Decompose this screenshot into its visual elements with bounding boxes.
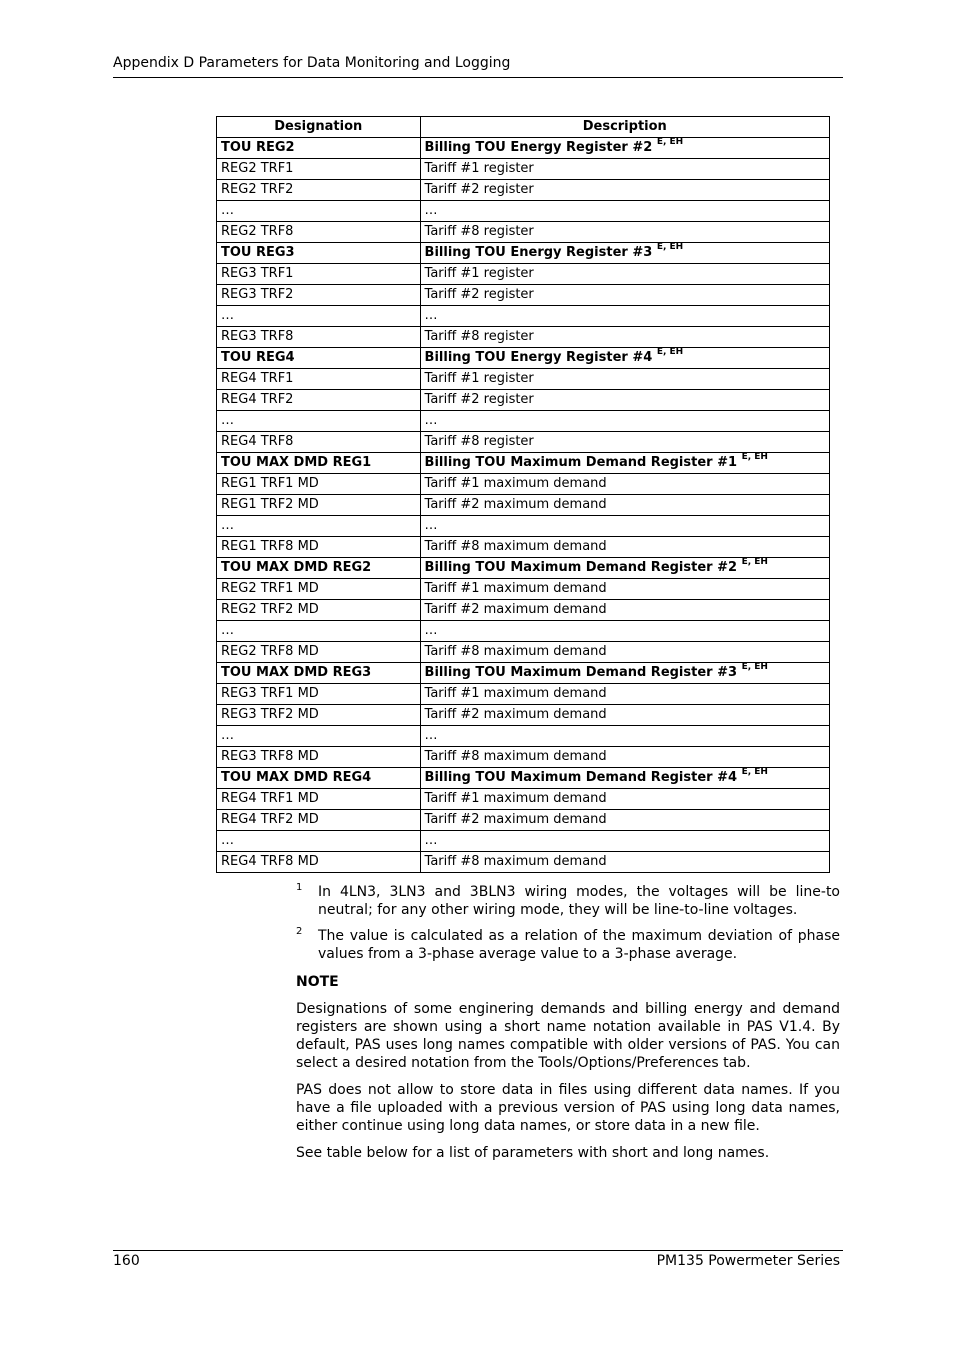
description-text: Tariff #1 maximum demand xyxy=(424,581,607,596)
description-cell xyxy=(420,705,829,726)
designation-cell: … xyxy=(217,516,421,537)
table-body xyxy=(217,138,830,873)
note-paragraph-3: See table below for a list of parameters with short and long names. xyxy=(296,1145,770,1161)
description-cell xyxy=(420,474,829,495)
description-text: … xyxy=(424,728,438,743)
description-text: … xyxy=(424,203,438,218)
designation-cell: REG1 TRF2 MD xyxy=(217,495,421,516)
description-text: … xyxy=(424,308,438,323)
column-header-description: Description xyxy=(420,117,829,138)
table-group-row xyxy=(217,558,830,579)
description-cell xyxy=(420,180,829,201)
table-row xyxy=(217,159,830,180)
designation-cell: REG4 TRF1 xyxy=(217,369,421,390)
description-text: Tariff #1 maximum demand xyxy=(424,686,607,701)
description-text: Tariff #2 maximum demand xyxy=(424,812,607,827)
description-text: Tariff #1 register xyxy=(424,266,534,281)
description-text: Tariff #1 register xyxy=(424,371,534,386)
footnote-mark: 1 xyxy=(296,882,303,893)
table-row xyxy=(217,285,830,306)
description-cell xyxy=(420,663,829,684)
description-text: Tariff #8 register xyxy=(424,224,534,239)
description-text: Tariff #8 maximum demand xyxy=(424,749,607,764)
description-text: … xyxy=(424,623,438,638)
description-cell xyxy=(420,852,829,873)
designation-cell: REG2 TRF2 xyxy=(217,180,421,201)
description-cell xyxy=(420,558,829,579)
page-number: 160 xyxy=(113,1253,140,1269)
description-cell xyxy=(420,348,829,369)
table-group-row xyxy=(217,138,830,159)
description-cell xyxy=(420,306,829,327)
table-row xyxy=(217,474,830,495)
designation-cell: REG4 TRF2 MD xyxy=(217,810,421,831)
designation-cell: REG3 TRF2 MD xyxy=(217,705,421,726)
designation-cell: REG4 TRF8 xyxy=(217,432,421,453)
table-group-row xyxy=(217,348,830,369)
table-group-row xyxy=(217,663,830,684)
designation-cell: REG2 TRF1 xyxy=(217,159,421,180)
table-row xyxy=(217,201,830,222)
description-cell xyxy=(420,243,829,264)
designation-cell: REG4 TRF2 xyxy=(217,390,421,411)
table-row xyxy=(217,327,830,348)
designation-cell: REG4 TRF8 MD xyxy=(217,852,421,873)
availability-flags: E, EH xyxy=(741,451,768,462)
description-cell xyxy=(420,201,829,222)
column-header-designation: Designation xyxy=(217,117,421,138)
description-cell xyxy=(420,327,829,348)
table-row xyxy=(217,579,830,600)
description-text: Tariff #2 maximum demand xyxy=(424,497,607,512)
description-cell xyxy=(420,600,829,621)
description-text: Billing TOU Maximum Demand Register #3 xyxy=(424,665,738,680)
description-cell xyxy=(420,432,829,453)
description-text: … xyxy=(424,413,438,428)
table-row xyxy=(217,726,830,747)
description-cell xyxy=(420,159,829,180)
description-text: Tariff #1 maximum demand xyxy=(424,476,607,491)
description-cell xyxy=(420,369,829,390)
table-row xyxy=(217,810,830,831)
table-row xyxy=(217,852,830,873)
description-cell xyxy=(420,516,829,537)
table-row xyxy=(217,369,830,390)
product-name: PM135 Powermeter Series xyxy=(656,1253,840,1269)
table-row xyxy=(217,705,830,726)
footnote-text: In 4LN3, 3LN3 and 3BLN3 wiring modes, the voltages will be line-to neutral; for any other wiring mode, they will be line-to-line voltages. xyxy=(318,884,840,918)
table-row xyxy=(217,495,830,516)
description-text: Tariff #2 register xyxy=(424,287,534,302)
description-text: Billing TOU Energy Register #3 xyxy=(424,245,653,260)
table-row xyxy=(217,537,830,558)
parameters-table xyxy=(216,116,830,873)
table-row xyxy=(217,390,830,411)
designation-cell: REG3 TRF8 xyxy=(217,327,421,348)
availability-flags: E, EH xyxy=(741,766,768,777)
designation-cell: … xyxy=(217,201,421,222)
designation-cell: … xyxy=(217,726,421,747)
availability-flags: E, EH xyxy=(656,241,684,252)
description-cell xyxy=(420,453,829,474)
designation-cell: TOU MAX DMD REG1 xyxy=(217,453,421,474)
designation-cell: REG2 TRF8 xyxy=(217,222,421,243)
designation-cell: REG2 TRF8 MD xyxy=(217,642,421,663)
description-text: Tariff #2 maximum demand xyxy=(424,602,607,617)
description-cell xyxy=(420,831,829,852)
description-text: … xyxy=(424,518,438,533)
description-cell xyxy=(420,621,829,642)
description-cell xyxy=(420,810,829,831)
description-cell xyxy=(420,222,829,243)
designation-cell: REG4 TRF1 MD xyxy=(217,789,421,810)
description-text: Tariff #1 maximum demand xyxy=(424,791,607,806)
description-cell xyxy=(420,642,829,663)
description-text: Tariff #8 register xyxy=(424,329,534,344)
description-text: Tariff #2 register xyxy=(424,182,534,197)
table-row xyxy=(217,411,830,432)
footer-divider xyxy=(113,1250,843,1251)
designation-cell: REG2 TRF2 MD xyxy=(217,600,421,621)
table-row xyxy=(217,600,830,621)
table-row xyxy=(217,306,830,327)
description-text: … xyxy=(424,833,438,848)
description-text: Billing TOU Energy Register #4 xyxy=(424,350,653,365)
description-text: Tariff #8 maximum demand xyxy=(424,854,607,869)
table-group-row xyxy=(217,768,830,789)
table-group-row xyxy=(217,243,830,264)
designation-cell: REG1 TRF1 MD xyxy=(217,474,421,495)
description-cell xyxy=(420,747,829,768)
description-cell xyxy=(420,285,829,306)
table-row xyxy=(217,264,830,285)
description-text: Billing TOU Maximum Demand Register #2 xyxy=(424,560,738,575)
designation-cell: TOU REG3 xyxy=(217,243,421,264)
description-text: Billing TOU Energy Register #2 xyxy=(424,140,653,155)
table-group-row xyxy=(217,453,830,474)
table-row xyxy=(217,516,830,537)
note-heading: NOTE xyxy=(296,974,339,990)
designation-cell: REG3 TRF1 MD xyxy=(217,684,421,705)
description-text: Tariff #2 register xyxy=(424,392,534,407)
footnote-1 xyxy=(296,883,840,919)
table-row xyxy=(217,642,830,663)
designation-cell: … xyxy=(217,621,421,642)
table-row xyxy=(217,747,830,768)
designation-cell: … xyxy=(217,831,421,852)
description-text: Billing TOU Maximum Demand Register #1 xyxy=(424,455,738,470)
footnote-text: The value is calculated as a relation of the maximum deviation of phase values from a 3-phase average value to a 3-phase average. xyxy=(318,928,840,962)
description-text: Tariff #2 maximum demand xyxy=(424,707,607,722)
description-cell xyxy=(420,495,829,516)
footnote-mark: 2 xyxy=(296,926,303,937)
description-text: Tariff #1 register xyxy=(424,161,534,176)
designation-cell: REG2 TRF1 MD xyxy=(217,579,421,600)
table-row xyxy=(217,621,830,642)
table-row xyxy=(217,789,830,810)
designation-cell: TOU REG4 xyxy=(217,348,421,369)
description-text: Tariff #8 maximum demand xyxy=(424,644,607,659)
designation-cell: TOU MAX DMD REG4 xyxy=(217,768,421,789)
page-header: Appendix D Parameters for Data Monitoring and Logging xyxy=(113,55,511,71)
description-cell xyxy=(420,789,829,810)
table-row xyxy=(217,684,830,705)
designation-cell: TOU MAX DMD REG2 xyxy=(217,558,421,579)
availability-flags: E, EH xyxy=(741,556,768,567)
table-row xyxy=(217,180,830,201)
note-paragraph-1: Designations of some enginering demands and billing energy and demand registers are shown using a short name notation available in PAS V1.4. By default, PAS uses long names compatible with older versions of PAS. You can select a desired notation from the Tools/Options/Preferences tab. xyxy=(296,1001,840,1071)
availability-flags: E, EH xyxy=(656,136,684,147)
notes-section xyxy=(296,883,840,1171)
designation-cell: … xyxy=(217,306,421,327)
table-header-row xyxy=(217,117,830,138)
description-cell xyxy=(420,264,829,285)
description-text: Tariff #8 maximum demand xyxy=(424,539,607,554)
designation-cell: TOU MAX DMD REG3 xyxy=(217,663,421,684)
availability-flags: E, EH xyxy=(741,661,768,672)
table-row xyxy=(217,432,830,453)
description-cell xyxy=(420,684,829,705)
table-row xyxy=(217,831,830,852)
footnote-2 xyxy=(296,927,840,963)
description-text: Billing TOU Maximum Demand Register #4 xyxy=(424,770,738,785)
designation-cell: REG3 TRF2 xyxy=(217,285,421,306)
designation-cell: REG3 TRF1 xyxy=(217,264,421,285)
designation-cell: TOU REG2 xyxy=(217,138,421,159)
description-text: Tariff #8 register xyxy=(424,434,534,449)
designation-cell: REG3 TRF8 MD xyxy=(217,747,421,768)
table-row xyxy=(217,222,830,243)
designation-cell: … xyxy=(217,411,421,432)
description-cell xyxy=(420,411,829,432)
description-cell xyxy=(420,537,829,558)
description-cell xyxy=(420,390,829,411)
description-cell xyxy=(420,768,829,789)
note-paragraph-2: PAS does not allow to store data in files using different data names. If you have a file uploaded with a previous version of PAS using long data names, either continue using long data names, or store data in a new file. xyxy=(296,1082,840,1134)
description-cell xyxy=(420,138,829,159)
description-cell xyxy=(420,726,829,747)
description-cell xyxy=(420,579,829,600)
designation-cell: REG1 TRF8 MD xyxy=(217,537,421,558)
header-divider xyxy=(113,77,843,78)
availability-flags: E, EH xyxy=(656,346,684,357)
